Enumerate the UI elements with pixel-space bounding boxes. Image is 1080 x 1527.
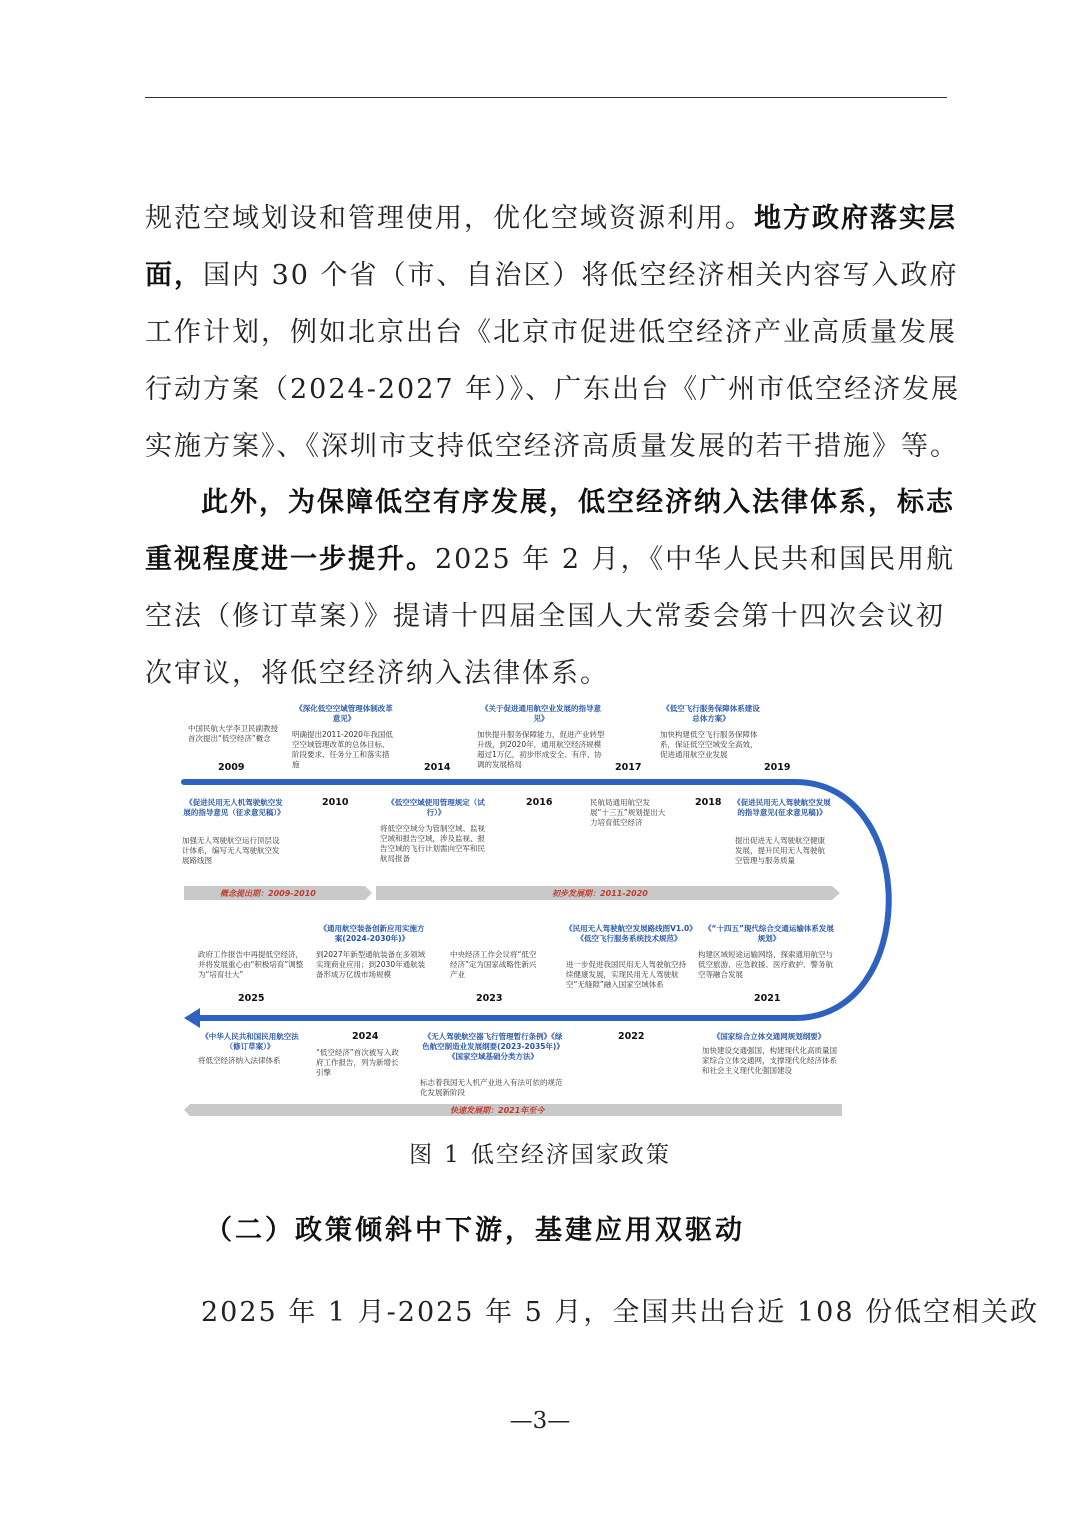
period-label-concept: 概念提出期：2009-2010 bbox=[220, 889, 316, 898]
event-2024a-text: 到2027年新型通航装备在多领域实现商业应用；到2030年通航装备形成万亿级市场规模 bbox=[316, 950, 426, 979]
event-2025b-text: 将低空经济纳入法律体系 bbox=[198, 1056, 281, 1065]
text-line: 工作计划，例如北京出台《北京市促进低空经济产业高质量发展 bbox=[145, 317, 957, 348]
text-line: 面，国内 30 个省（市、自治区）将低空经济相关内容写入政府 bbox=[145, 260, 959, 291]
year-2010: 2010 bbox=[322, 797, 349, 808]
event-2018b-title: 《促进民用无人驾驶航空发展的指导意见(征求意见稿)》 bbox=[733, 798, 831, 817]
event-2009: 中国民航大学李卫民副教授首次提出“低空经济”概念 bbox=[188, 724, 278, 743]
event-2010-title: 《促进民用无人机驾驶航空发展的指导意见（征求意见稿）》 bbox=[183, 798, 285, 817]
text-line: 行动方案（2024-2027 年）》、广东出台《广州市低空经济发展 bbox=[145, 374, 961, 405]
text-line: 此外，为保障低空有序发展，低空经济纳入法律体系，标志 bbox=[201, 487, 955, 518]
event-2014-text: 明确提出2011-2020年我国低空空域管理改革的总体目标、阶段要求、任务分工和落实措施 bbox=[292, 730, 393, 769]
paragraph-policy-count bbox=[145, 1284, 1040, 1341]
event-2023b-text: 标志着我国无人机产业进入有法可依的规范化发展新阶段 bbox=[420, 1078, 563, 1097]
event-2021-text: 构建区域短途运输网络，探索通用航空与低空旅游、应急救援、医疗救护、警务航空等融合发展 bbox=[698, 950, 833, 979]
policy-timeline-figure bbox=[180, 698, 910, 1120]
event-2021-title: 《“十四五”现代综合交通运输体系发展规划》 bbox=[704, 924, 834, 943]
year-2025: 2025 bbox=[238, 993, 265, 1004]
year-2009: 2009 bbox=[218, 762, 245, 773]
event-2018a: 民航局通用航空发展“十三五”规划提出大力培育低空经济 bbox=[590, 798, 666, 827]
paragraph-local-policies bbox=[145, 190, 961, 475]
event-2023b-title: 《无人驾驶航空器飞行管理暂行条例》《绿色航空制造业发展纲要(2023-2035年)》《国家空域基础分类方法》 bbox=[422, 1032, 564, 1061]
year-2017: 2017 bbox=[615, 762, 642, 773]
event-2021b-text: 加快建设交通强国，构建现代化高质量国家综合立体交通网，支撑现代化经济体系和社会主义现代化强国建设 bbox=[702, 1046, 837, 1075]
event-2017-text: 加快提升服务保障能力，促进产业转型升级，到2020年，通用航空经济规模超过1万亿，初步形成安全、有序、协调的发展格局 bbox=[477, 730, 605, 769]
text-line: 次审议，将低空经济纳入法律体系。 bbox=[145, 658, 609, 689]
event-2018b-text: 提出促进无人驾驶航空健康发展，提升民用无人驾驶航空管理与服务质量 bbox=[735, 836, 825, 865]
text-line: 规范空域划设和管理使用，优化空域资源利用。地方政府落实层 bbox=[145, 203, 957, 234]
timeline-arrowhead bbox=[184, 1008, 200, 1028]
event-2017-title: 《关于促进通用航空业发展的指导意见》 bbox=[481, 704, 601, 723]
event-2016-title: 《低空空域使用管理规定（试行）》 bbox=[387, 798, 485, 817]
period-label-initial: 初步发展期：2011-2020 bbox=[552, 889, 648, 898]
text-line: 空法（修订草案）》提请十四届全国人大常委会第十四次会议初 bbox=[145, 601, 945, 632]
year-2022: 2022 bbox=[618, 1031, 645, 1042]
year-2016: 2016 bbox=[526, 797, 553, 808]
page-number: —3— bbox=[509, 1408, 571, 1434]
year-2019: 2019 bbox=[764, 762, 791, 773]
text-line: 实施方案》、《深圳市支持低空经济高质量发展的若干措施》等。 bbox=[145, 431, 959, 462]
event-2024b: “低空经济”首次被写入政府工作报告，列为新增长引擎 bbox=[316, 1048, 399, 1077]
text-line: 2025 年 1 月-2025 年 5 月，全国共出台近 108 份低空相关政 bbox=[201, 1297, 1040, 1328]
event-2010-text: 加强无人驾驶航空运行顶层设计体系，编写无人驾驶航空发展路线图 bbox=[182, 836, 280, 865]
header-rule bbox=[145, 97, 947, 98]
text-line: 重视程度进一步提升。2025 年 2 月，《中华人民共和国民用航 bbox=[145, 544, 956, 575]
event-2016-text: 将低空空域分为管制空域、监视空域和报告空域，涉及监视、报告空域的飞行计划需向空军和民航局报备 bbox=[380, 824, 485, 863]
year-2018: 2018 bbox=[695, 797, 722, 808]
event-2025b-title: 《中华人民共和国民用航空法（修订草案）》 bbox=[201, 1032, 299, 1051]
event-2024a-title: 《通用航空装备创新应用实施方案(2024-2030年)》 bbox=[319, 924, 425, 943]
event-2023: 中央经济工作会议将“低空经济”定为国家战略性新兴产业 bbox=[450, 950, 537, 979]
paragraph-legal-system bbox=[145, 474, 956, 702]
event-2022-text: 进一步促进我国民用无人驾驶航空持续健康发展，实现民用无人驾驶航空“无缝隙”融入国家空域体系 bbox=[566, 960, 686, 989]
event-2025: 政府工作报告中再提低空经济，并将发展重心由“积极培育”调整为“培育壮大” bbox=[198, 950, 304, 979]
year-2014: 2014 bbox=[424, 762, 451, 773]
year-2023: 2023 bbox=[476, 993, 503, 1004]
year-2021: 2021 bbox=[754, 993, 781, 1004]
event-2014-title: 《深化低空空域管理体制改革意见》 bbox=[295, 704, 393, 723]
event-2019-title: 《低空飞行服务保障体系建设总体方案》 bbox=[662, 704, 760, 723]
period-label-rapid: 快速发展期：2021年至今 bbox=[450, 1106, 545, 1115]
year-2024: 2024 bbox=[352, 1031, 379, 1042]
event-2021b-title: 《国家综合立体交通网规划纲要》 bbox=[712, 1032, 826, 1041]
event-2022-title: 《民用无人驾驶航空发展路线图V1.0》《低空飞行服务系统技术规范》 bbox=[565, 924, 693, 943]
figure-caption: 图 1 低空经济国家政策 bbox=[409, 1142, 671, 1168]
section-heading: （二）政策倾斜中下游，基建应用双驱动 bbox=[205, 1215, 745, 1246]
event-2019-text: 加快构建低空飞行服务保障体系，保证低空空域安全高效，促进通用航空业发展 bbox=[660, 730, 758, 759]
